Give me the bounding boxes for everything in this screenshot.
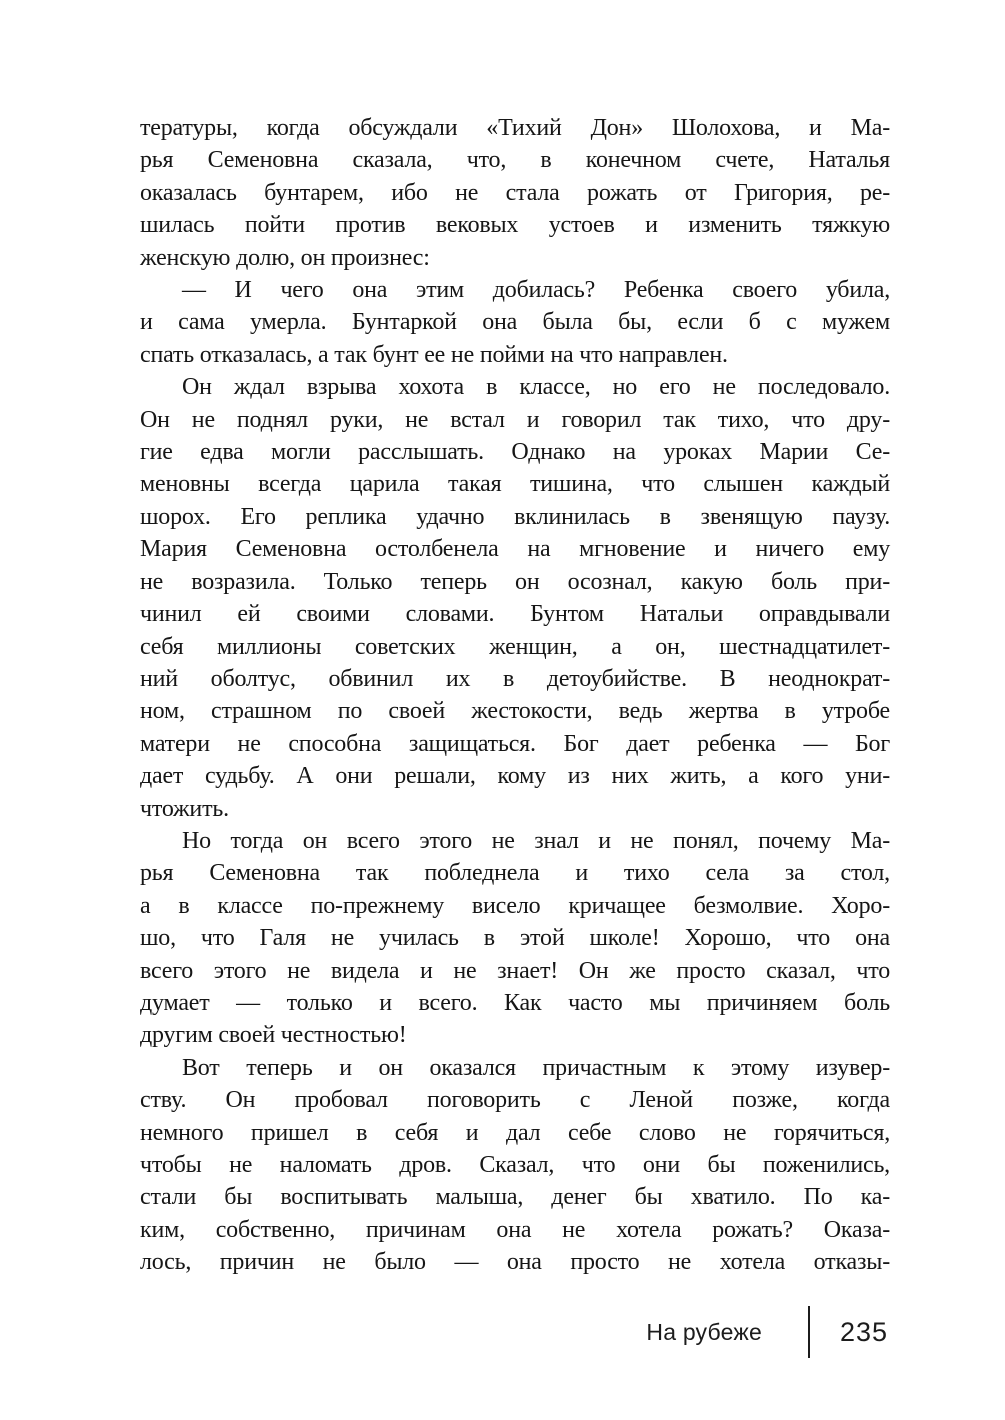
page-footer [140,1303,890,1361]
text-line: женскую долю, он произнес: [140,244,430,271]
text-line: ким, собственно, причинам она не хотела рожать? Оказа- [140,1216,890,1243]
text-line: а в классе по-прежнему висело кричащее безмолвие. Хоро- [140,892,890,919]
text-block [140,112,890,1279]
text-line: лось, причин не было — она просто не хотела отказы- [140,1249,890,1276]
paragraph [140,1052,890,1279]
text-line: себя миллионы советских женщин, а он, шестнадцатилет- [140,633,890,660]
text-line: Но тогда он всего этого не знал и не понял, почему Ма- [182,827,890,854]
text-line: ний оболтус, обвинил их в детоубийстве. В неоднократ- [140,665,890,692]
text-line: рья Семеновна так побледнела и тихо села за стол, [140,860,890,887]
text-line: и сама умерла. Бунтаркой она была бы, если б с мужем [140,309,890,336]
text-line: тературы, когда обсуждали «Тихий Дон» Шолохова, и Ма- [140,115,890,141]
text-line: всего этого не видела и не знает! Он же просто сказал, что [140,957,890,984]
text-line: стали бы воспитывать малыша, денег бы хватило. По ка- [140,1184,890,1211]
text-line: думает — только и всего. Как часто мы причиняем боль [140,989,890,1016]
text-line: ству. Он пробовал поговорить с Леной позже, когда [140,1087,890,1114]
text-line: чтобы не наломать дров. Сказал, что они бы поженились, [140,1152,890,1178]
text-line: оказалась бунтарем, ибо не стала рожать от Григория, ре- [140,179,890,206]
text-line: ном, страшном по своей жестокости, ведь жертва в утробе [140,698,890,725]
footer-divider [808,1306,810,1358]
paragraph [140,825,890,1052]
text-line: чтожить. [140,795,229,822]
text-line: шо, что Галя не училась в этой школе! Хорошо, что она [140,925,890,952]
text-line: спать отказалась, а так бунт ее не пойми на что направлен. [140,341,728,368]
text-line: Он не поднял руки, не встал и говорил так тихо, что дру- [140,406,890,433]
paragraph [140,112,890,274]
text-line: меновны всегда царила такая тишина, что слышен каждый [140,471,890,498]
text-line: чинил ей своими словами. Бунтом Натальи оправдывали [140,601,890,628]
paragraph [140,274,890,371]
text-line: Он ждал взрыва хохота в классе, но его не последовало. [182,374,890,401]
text-line: дает судьбу. А они решали, кому из них жить, а кого уни- [140,763,890,790]
text-line: матери не способна защищаться. Бог дает ребенка — Бог [140,730,890,757]
text-line: Мария Семеновна остолбенела на мгновение и ничего ему [140,536,890,563]
text-line: Вот теперь и он оказался причастным к этому изувер- [182,1054,890,1081]
page-number: 235 [839,1316,888,1347]
text-line: рья Семеновна сказала, что, в конечном счете, Наталья [140,147,890,174]
text-line: немного пришел в себя и дал себе слово не горячиться, [140,1119,890,1146]
text-line: не возразила. Только теперь он осознал, какую боль при- [140,568,890,595]
text-line: шилась пойти против вековых устоев и изменить тяжкую [140,212,890,239]
running-title: На рубеже [646,1318,762,1345]
text-line: — И чего она этим добилась? Ребенка своего убила, [182,277,890,304]
text-line: другим своей честностью! [140,1022,407,1049]
text-line: шорох. Его реплика удачно вклинилась в звенящую паузу. [140,503,890,530]
paragraph [140,371,890,825]
text-line: гие едва могли расслышать. Однако на уроках Марии Се- [140,439,890,466]
